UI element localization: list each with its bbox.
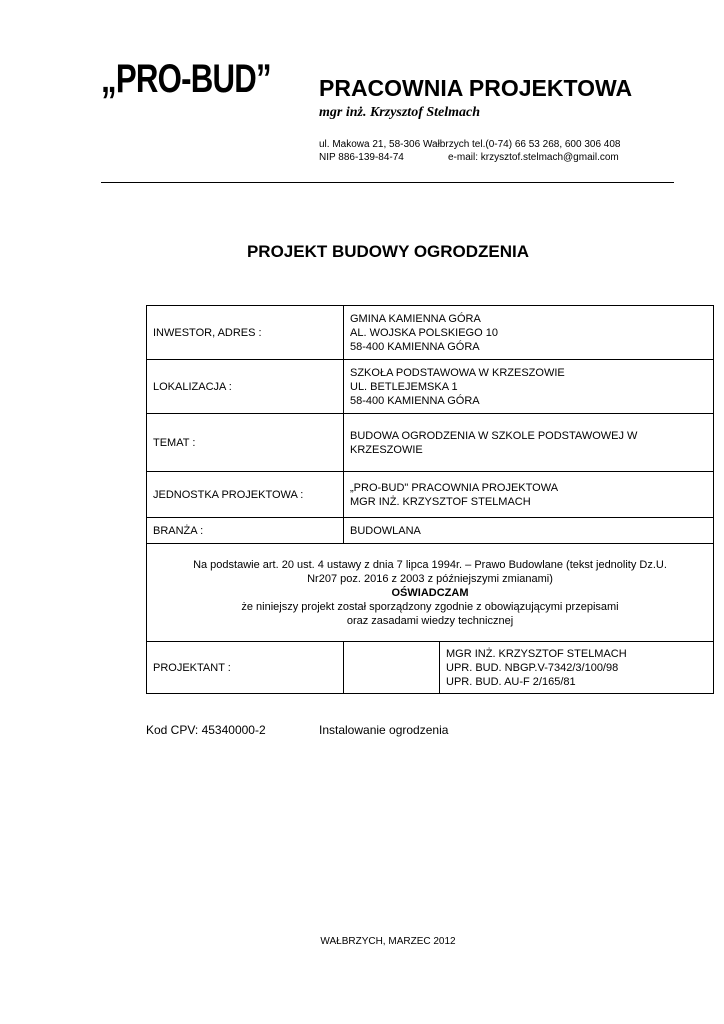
designer-line: MGR INŻ. KRZYSZTOF STELMACH	[446, 647, 627, 660]
designer-label: PROJEKTANT :	[147, 642, 344, 694]
investor-line: GMINA KAMIENNA GÓRA	[350, 312, 481, 325]
place-date: WAŁBRZYCH, MARZEC 2012	[320, 936, 456, 947]
declaration-text: oraz zasadami wiedzy technicznej	[346, 614, 514, 627]
location-value	[344, 360, 714, 414]
subject-line: KRZESZOWIE	[350, 443, 423, 456]
declaration-heading: OŚWIADCZAM	[391, 586, 469, 599]
header-divider	[101, 182, 674, 183]
location-line: 58-400 KAMIENNA GÓRA	[350, 394, 480, 407]
investor-value	[344, 306, 714, 360]
declaration-text: Nr207 poz. 2016 z 2003 z późniejszymi zmianami)	[307, 572, 553, 585]
table-row	[147, 306, 714, 360]
contact-line	[319, 152, 619, 163]
project-info-table	[146, 305, 714, 694]
table-row	[147, 518, 714, 544]
declaration-text: Na podstawie art. 20 ust. 4 ustawy z dnia 7 lipca 1994r. – Prawo Budowlane (tekst jednolity Dz.U.	[193, 558, 667, 571]
signature-cell	[344, 642, 440, 694]
investor-line: AL. WOJSKA POLSKIEGO 10	[350, 326, 498, 339]
subject-label: TEMAT :	[147, 414, 344, 472]
cpv-description: Instalowanie ogrodzenia	[319, 723, 449, 737]
branch-value: BUDOWLANA	[344, 518, 714, 544]
design-unit-label: JEDNOSTKA PROJEKTOWA :	[147, 472, 344, 518]
location-line: UL. BETLEJEMSKA 1	[350, 380, 458, 393]
design-unit-line: MGR INŻ. KRZYSZTOF STELMACH	[350, 495, 531, 508]
nip-number: NIP 886-139-84-74	[319, 152, 404, 163]
investor-label: INWESTOR, ADRES :	[147, 306, 344, 360]
declaration-text: że niniejszy projekt został sporządzony zgodnie z obowiązującymi przepisami	[241, 600, 619, 613]
address-line: ul. Makowa 21, 58-306 Wałbrzych tel.(0-74) 66 53 268, 600 306 408	[319, 139, 621, 150]
table-row	[147, 472, 714, 518]
cpv-code: Kod CPV: 45340000-2	[146, 723, 266, 737]
office-subtitle: mgr inż. Krzysztof Stelmach	[319, 105, 481, 120]
subject-value	[344, 414, 714, 472]
location-line: SZKOŁA PODSTAWOWA W KRZESZOWIE	[350, 366, 565, 379]
table-row	[147, 642, 714, 694]
document-title: PROJEKT BUDOWY OGRODZENIA	[246, 242, 530, 261]
declaration	[147, 544, 714, 642]
design-unit-value	[344, 472, 714, 518]
company-logo: „PRO-BUD”	[101, 57, 271, 101]
table-row	[147, 544, 714, 642]
office-title: PRACOWNIA PROJEKTOWA	[319, 75, 633, 101]
table-row	[147, 414, 714, 472]
subject-line: BUDOWA OGRODZENIA W SZKOLE PODSTAWOWEJ W	[350, 429, 638, 442]
cpv-line	[146, 723, 449, 737]
designer-value	[440, 642, 714, 694]
designer-line: UPR. BUD. NBGP.V-7342/3/100/98	[446, 661, 619, 674]
branch-label: BRANŻA :	[147, 518, 344, 544]
email-address: e-mail: krzysztof.stelmach@gmail.com	[448, 152, 619, 163]
design-unit-line: „PRO-BUD" PRACOWNIA PROJEKTOWA	[350, 481, 559, 494]
designer-line: UPR. BUD. AU-F 2/165/81	[446, 675, 576, 688]
location-label: LOKALIZACJA :	[147, 360, 344, 414]
investor-line: 58-400 KAMIENNA GÓRA	[350, 340, 480, 353]
table-row	[147, 360, 714, 414]
